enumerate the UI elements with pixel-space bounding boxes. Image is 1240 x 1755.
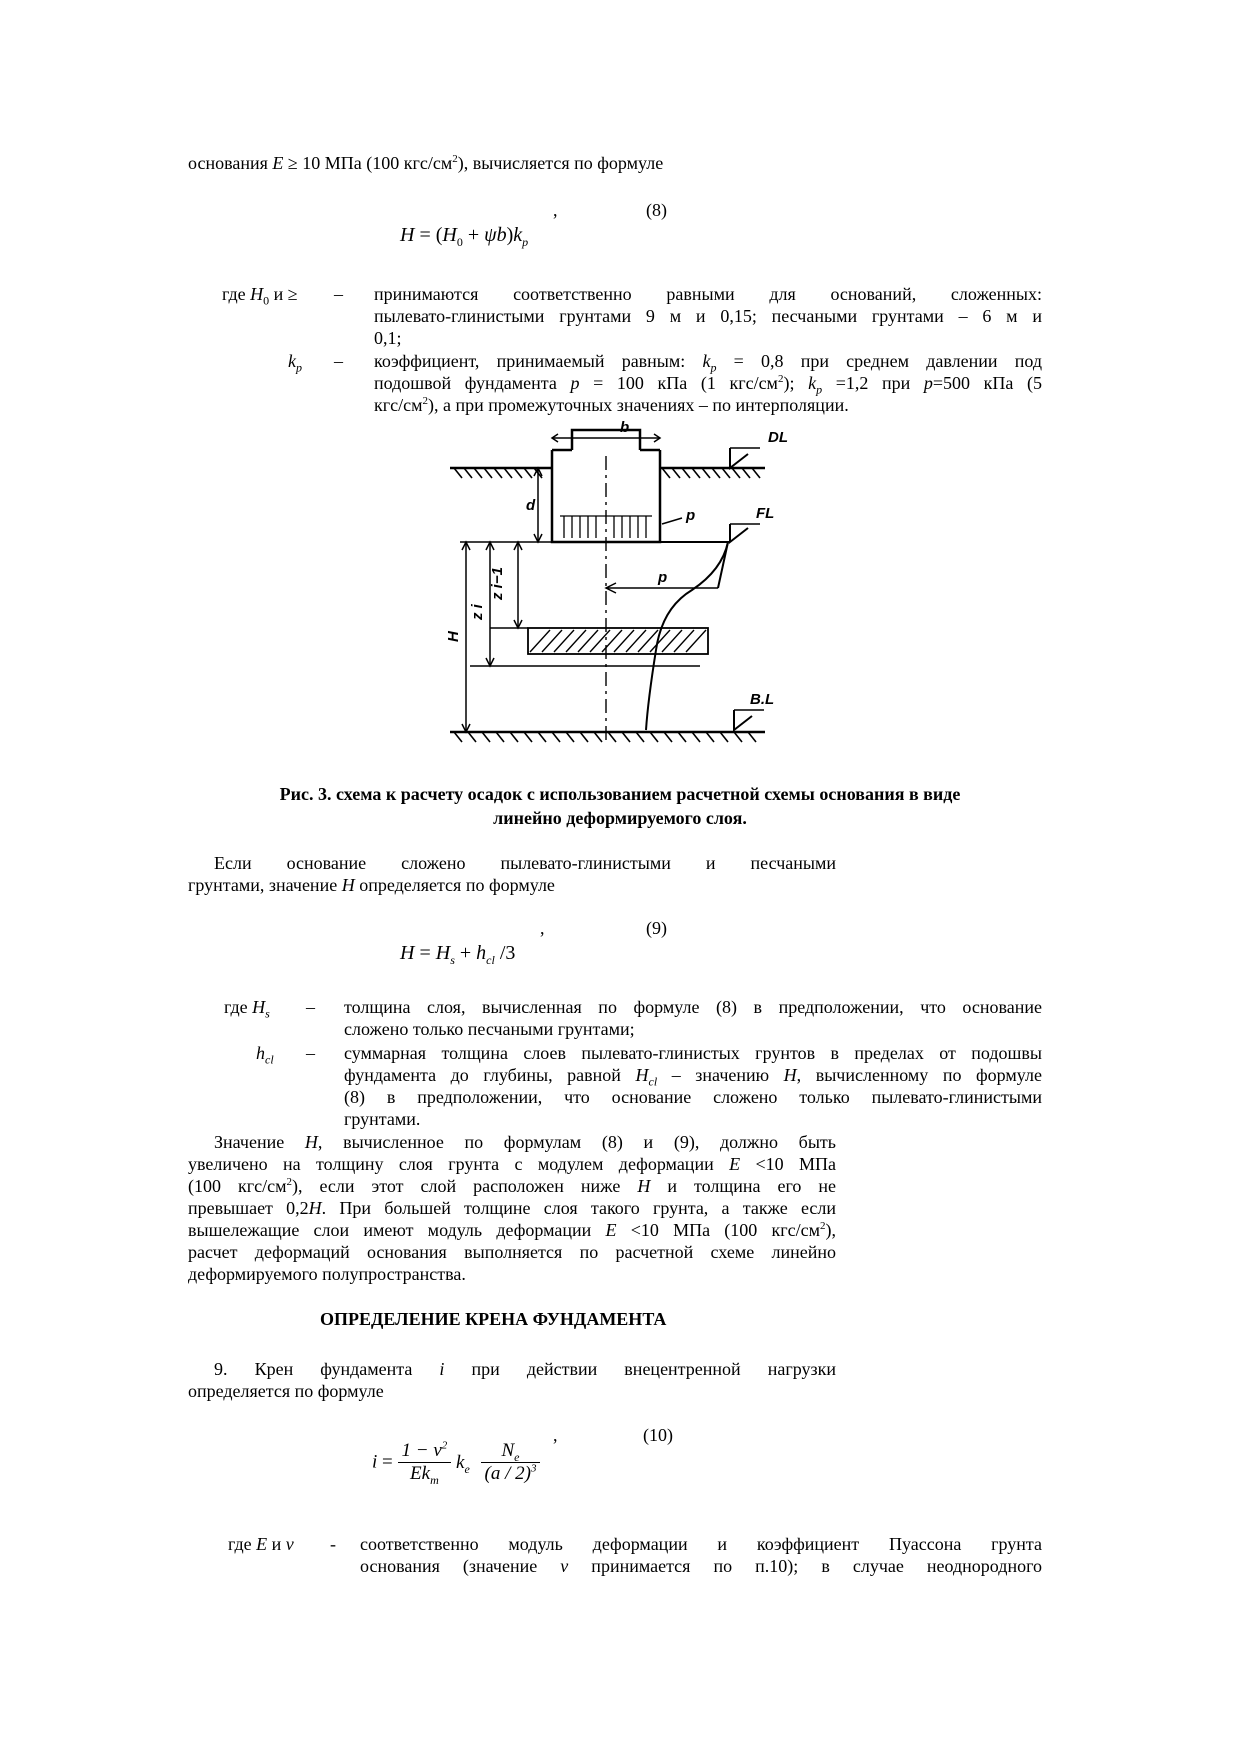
where-hs-text-1: толщина слоя, вычисленная по формуле (8) в предположении, что основание	[344, 997, 1042, 1017]
where-hcl-text-1: суммарная толщина слоев пылевато-глинистых грунтов в пределах от подошвы	[344, 1043, 1042, 1063]
where-kp-text-2: подошвой фундамента p = 100 кПа (1 кгс/$см^2$); $k_p =1,2$ при p=500 кПа (5	[374, 373, 1042, 397]
fig-label-p-mid: p	[658, 569, 668, 586]
where-kp-dash: –	[334, 351, 343, 371]
formula-10: i = $\frac{1 - \nu^2}{Ek_m}$ $k_e$ $\frac{N_e}{(a / 2)^3}$	[372, 1440, 540, 1485]
fig-label-bl: B.L	[750, 691, 775, 708]
figure-caption-line-1: Рис. 3. схема к расчету осадок с использованием расчетной схемы основания в виде	[279, 784, 961, 804]
equation-number-9: (9)	[646, 918, 667, 938]
equation-number-8: (8)	[646, 200, 667, 220]
where-kp-text-1: коэффициент, принимаемый равным: $k_p = 0,8$ при среднем давлении под	[374, 351, 1042, 375]
para-value-line-2: увеличено на толщину слоя грунта с модулем деформации E <10 МПа	[188, 1154, 836, 1174]
where-hs-label: где $H_s$	[224, 997, 270, 1021]
where-hcl-text-2: фундамента до глубины, равной $H_{cl}$ – значению H, вычисленному по формуле	[344, 1065, 1042, 1089]
para-if-line-1: Если основание сложено пылевато-глинистыми и песчаными	[214, 853, 836, 873]
intro-line: основания E ≥ 10 МПа (100 кгс/$см^2$), вычисляется по формуле	[188, 153, 664, 173]
section-heading: ОПРЕДЕЛЕНИЕ КРЕНА ФУНДАМЕНТА	[320, 1309, 667, 1329]
where-hcl-text-4: грунтами.	[344, 1109, 421, 1129]
where-hcl-text-3: (8) в предположении, что основание сложено только пылевато-глинистыми	[344, 1087, 1042, 1107]
fig-label-h: H	[445, 631, 462, 642]
fig-label-b: b	[620, 420, 630, 436]
where-h0-dash: –	[334, 284, 343, 304]
fig-label-fl: FL	[756, 505, 775, 522]
where-e-nu-label: где E и ν	[228, 1534, 294, 1554]
settlement-scheme-figure	[430, 420, 810, 750]
para-value-line-4: превышает 0,2H. При большей толщине слоя такого грунта, а также если	[188, 1198, 837, 1218]
figure-caption	[210, 782, 1030, 830]
where-h0-text-1: принимаются соответственно равными для оснований, сложенных:	[374, 284, 1042, 304]
para-9-line-1: 9. Крен фундамента i при действии внецентренной нагрузки	[214, 1359, 836, 1379]
formula-8-comma: ,	[553, 200, 558, 220]
para-value-line-3: (100 кгс/$см^2$), если этот слой расположен ниже H и толщина его не	[188, 1176, 837, 1196]
formula-9-comma: ,	[540, 918, 545, 938]
where-h0-text-2: пылевато-глинистыми грунтами 9 м и 0,15; песчаными грунтами – 6 м и	[374, 306, 1042, 326]
where-hs-dash: –	[306, 997, 315, 1017]
where-hs-text-2: сложено только песчаными грунтами;	[344, 1019, 635, 1039]
formula-10-comma: ,	[553, 1425, 558, 1445]
where-hcl-dash: –	[306, 1043, 315, 1063]
where-h0-label: где $H_0$ и ≥	[222, 284, 298, 308]
where-e-nu-text-1: соответственно модуль деформации и коэффициент Пуассона грунта	[360, 1534, 1042, 1554]
where-h0-text-3: 0,1;	[374, 328, 402, 348]
para-value-line-6: расчет деформаций основания выполняется по расчетной схеме линейно	[188, 1242, 836, 1262]
para-if-line-2: грунтами, значение H определяется по формуле	[188, 875, 555, 895]
para-value-line-7: деформируемого полупространства.	[188, 1264, 466, 1284]
fig-label-zi: z i	[469, 604, 486, 620]
formula-9: $H = H_s + h_{cl}$ /3	[400, 942, 516, 967]
where-kp-text-3: кгс/$см^2$), а при промежуточных значениях – по интерполяции.	[374, 395, 849, 415]
para-value-line-5: вышележащие слои имеют модуль деформации E <10 МПа (100 кгс/$см^2$),	[188, 1220, 837, 1240]
fig-label-dl: DL	[768, 429, 788, 446]
fig-label-zi-1: z i−1	[489, 567, 506, 600]
formula-8: $H = (H_0 + \psi b)k_p$	[400, 224, 529, 249]
figure-caption-line-2: линейно деформируемого слоя.	[493, 808, 747, 828]
para-9-line-2: определяется по формуле	[188, 1381, 384, 1401]
para-value-line-1: Значение H, вычисленное по формулам (8) и (9), должно быть	[214, 1132, 837, 1152]
where-e-nu-text-2: основания (значение ν принимается по п.10); в случае неоднородного	[360, 1556, 1043, 1576]
fig-label-p-top: p	[686, 507, 696, 524]
fig-label-d: d	[526, 497, 536, 514]
where-hcl-label: $h_{cl}$	[256, 1043, 274, 1067]
equation-number-10: (10)	[643, 1425, 673, 1445]
where-kp-label: $k_p$	[288, 351, 302, 375]
where-e-nu-dash: -	[330, 1534, 336, 1554]
